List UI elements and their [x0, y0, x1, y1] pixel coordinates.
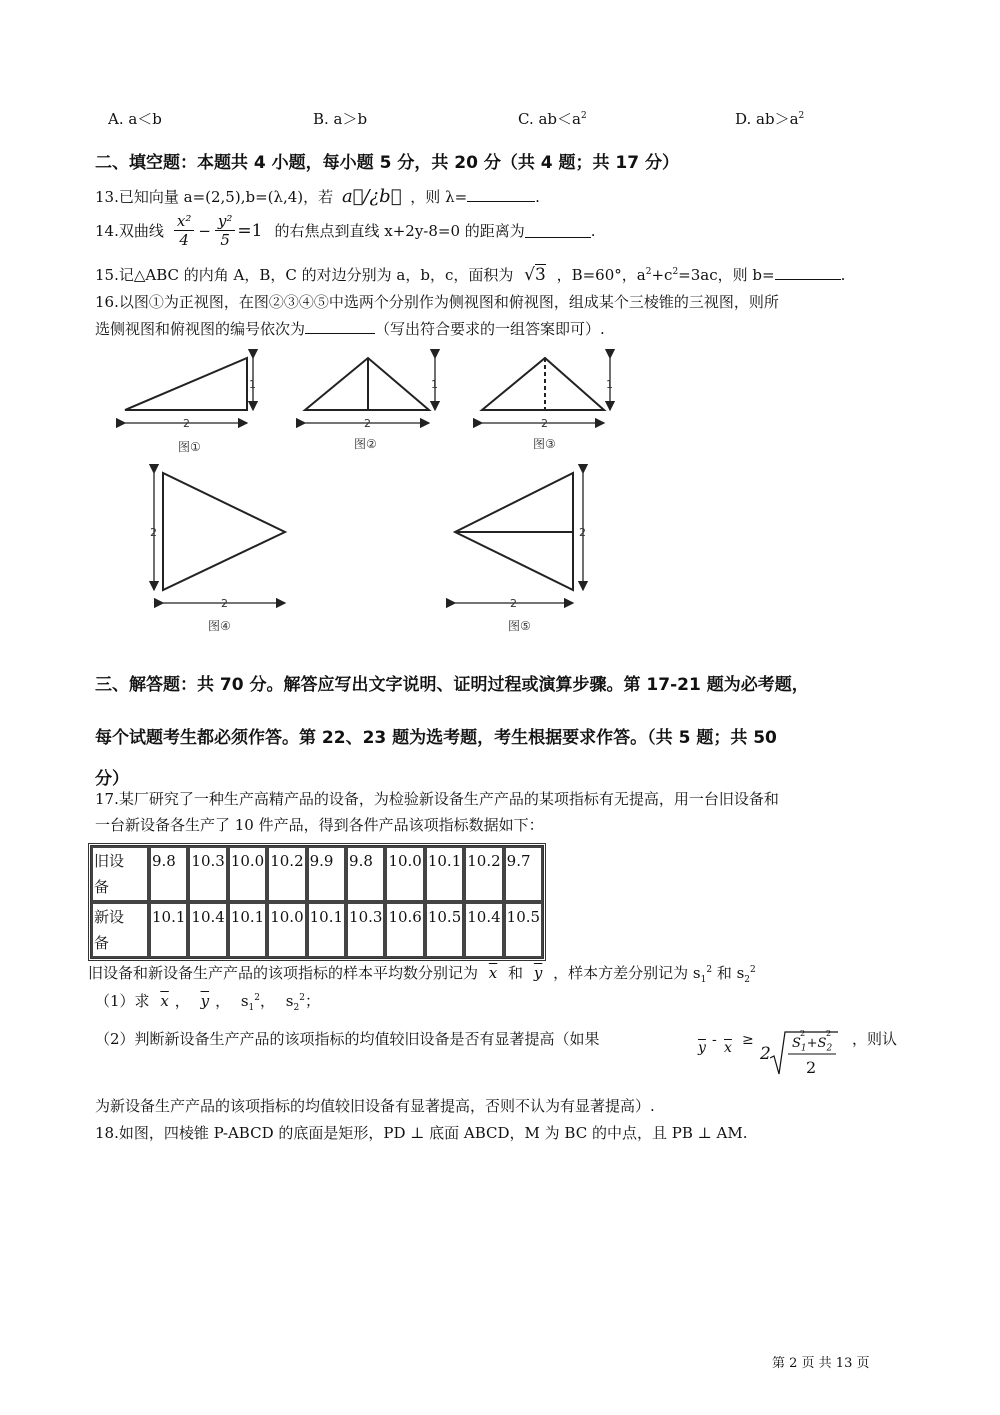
fig2-dim-height: 1 — [431, 378, 438, 391]
fig4-dim-height: 2 — [150, 526, 157, 539]
significance-formula: $\overline{y}$ - $\overline{x}$ ≥ 2 $S_1+S_2$ 2 2 2 — [694, 1030, 844, 1090]
page-number: 第 2 页 共 13 页 — [772, 1356, 870, 1371]
three-view-figures — [0, 340, 1000, 640]
table-row-new — [91, 902, 543, 958]
fig1-dim-height: 1 — [249, 378, 256, 391]
answer-blank — [775, 279, 841, 280]
table-row-label: 旧设 备 — [91, 846, 149, 902]
table-cell: 10.1 — [425, 846, 464, 902]
table-cell: 9.9 — [307, 846, 346, 902]
figure-1-right-triangle — [125, 358, 253, 423]
question-17-description: 旧设备和新设备生产产品的该项指标的样本平均数分别记为 $\overline{x}$ 和 $\overline{y}$ ，样本方差分别记为 $s_1^2$ 和 $s_2^2$ — [88, 964, 756, 985]
table-cell: 10.1 — [228, 902, 267, 958]
fig5-caption: 图⑤ — [508, 619, 531, 633]
figure-4-triangle-left-vertical — [154, 473, 285, 603]
figure-2-triangle-solid-altitude — [305, 358, 435, 423]
question-17-line2: 一台新设备各生产了 10 件产品，得到各件产品该项指标数据如下： — [95, 816, 544, 834]
fraction-x: $\frac{\text{x²}}{4}$ — [174, 212, 194, 249]
table-cell: 10.1 — [149, 902, 188, 958]
fig5-dim-width: 2 — [510, 597, 517, 610]
fig3-caption: 图③ — [533, 437, 556, 451]
table-cell: 9.7 — [504, 846, 543, 902]
table-cell: 10.4 — [464, 902, 503, 958]
fig3-dim-width: 2 — [541, 417, 548, 430]
fig3-dim-height: 1 — [606, 378, 613, 391]
vector-expression: a⃗/¿b⃗ — [341, 186, 402, 207]
question-16-line2: 选侧视图和俯视图的编号依次为 （写出符合要求的一组答案即可）. — [95, 320, 605, 338]
table-cell: 10.0 — [267, 902, 306, 958]
table-cell: 10.2 — [464, 846, 503, 902]
fig4-dim-width: 2 — [221, 597, 228, 610]
sqrt-expression: √3 — [524, 265, 546, 285]
table-cell: 10.3 — [346, 902, 385, 958]
answer-blank — [467, 201, 535, 202]
section2-heading: 二、填空题：本题共 4 小题，每小题 5 分，共 20 分（共 4 题；共 17 分） — [95, 153, 679, 173]
question-18: 18.如图，四棱锥 P-ABCD 的底面是矩形，PD ⊥ 底面 ABCD，M 为 BC 的中点，且 PB ⊥ AM. — [95, 1124, 748, 1142]
table-cell: 9.8 — [149, 846, 188, 902]
question-17-part2: （2）判断新设备生产产品的该项指标的均值较旧设备是否有显著提高（如果 — [95, 1030, 600, 1048]
table-row-old — [91, 846, 543, 902]
table-cell: 10.6 — [385, 902, 424, 958]
table-row-label: 新设 备 — [91, 902, 149, 958]
table-cell: 10.0 — [385, 846, 424, 902]
question-13: 13.已知向量 a=(2,5),b=(λ,4)，若 a⃗/¿b⃗ ，则 λ= . — [95, 186, 540, 207]
question-17-line1: 17.某厂研究了一种生产高精产品的设备，为检验新设备生产产品的某项指标有无提高，用一台旧设备和 — [95, 790, 779, 808]
option-b: B. a＞b — [313, 110, 368, 128]
fraction-y: $\frac{\text{y²}}{5}$ — [215, 212, 236, 249]
option-c: C. $ab<a^2$ — [518, 110, 587, 128]
table-cell: 10.4 — [188, 902, 227, 958]
answer-blank — [305, 333, 375, 334]
option-d: D. $ab>a^2$ — [735, 110, 805, 128]
figure-3-triangle-dashed-altitude — [482, 358, 610, 423]
section3-heading-line3: 分） — [95, 769, 129, 789]
fig4-caption: 图④ — [208, 619, 231, 633]
option-a: A. a＜b — [108, 110, 162, 128]
fig2-dim-width: 2 — [364, 417, 371, 430]
table-cell: 10.0 — [228, 846, 267, 902]
table-cell: 10.3 — [188, 846, 227, 902]
table-cell: 10.5 — [504, 902, 543, 958]
fig1-dim-width: 2 — [183, 417, 190, 430]
fig2-caption: 图② — [354, 437, 377, 451]
answer-blank — [525, 237, 591, 238]
question-17-part2-line2: 为新设备生产产品的该项指标的均值较旧设备有显著提高，否则不认为有显著提高）. — [95, 1097, 655, 1115]
table-cell: 9.8 — [346, 846, 385, 902]
figure-5-triangle-right-vertical — [455, 473, 583, 603]
question-16-line1: 16.以图①为正视图，在图②③④⑤中选两个分别作为侧视图和俯视图，组成某个三棱锥的三视图，则所 — [95, 293, 779, 311]
question-17-part2-suffix: ，则认 — [852, 1030, 898, 1048]
table-cell: 10.1 — [307, 902, 346, 958]
fig1-caption: 图① — [178, 440, 201, 454]
fig5-dim-height: 2 — [579, 526, 586, 539]
section3-heading-line1: 三、解答题：共 70 分。解答应写出文字说明、证明过程或演算步骤。第 17-21 题为必考题， — [95, 675, 809, 695]
question-14: 14.双曲线 $\frac{\text{x²}}{4}$ − $\frac{\text{y²}}{5}$ =1 的右焦点到直线 x+2y-8=0 的距离为 . — [95, 212, 596, 249]
table-cell: 10.2 — [267, 846, 306, 902]
section3-heading-line2: 每个试题考生都必须作答。第 22、23 题为选考题，考生根据要求作答。（共 5 题；共 50 — [95, 728, 777, 748]
question-17-part1: （1）求 $\overline{x}$ ， $\overline{y}$ ， $s_1^2$， $s_2^2$； — [95, 992, 320, 1013]
data-table — [88, 843, 546, 961]
question-15: 15.记△ABC 的内角 A，B，C 的对边分别为 a，b，c，面积为 √3 ，B=60°，$a^2+c^2=3ac$，则 b= . — [95, 265, 846, 285]
table-cell: 10.5 — [425, 902, 464, 958]
